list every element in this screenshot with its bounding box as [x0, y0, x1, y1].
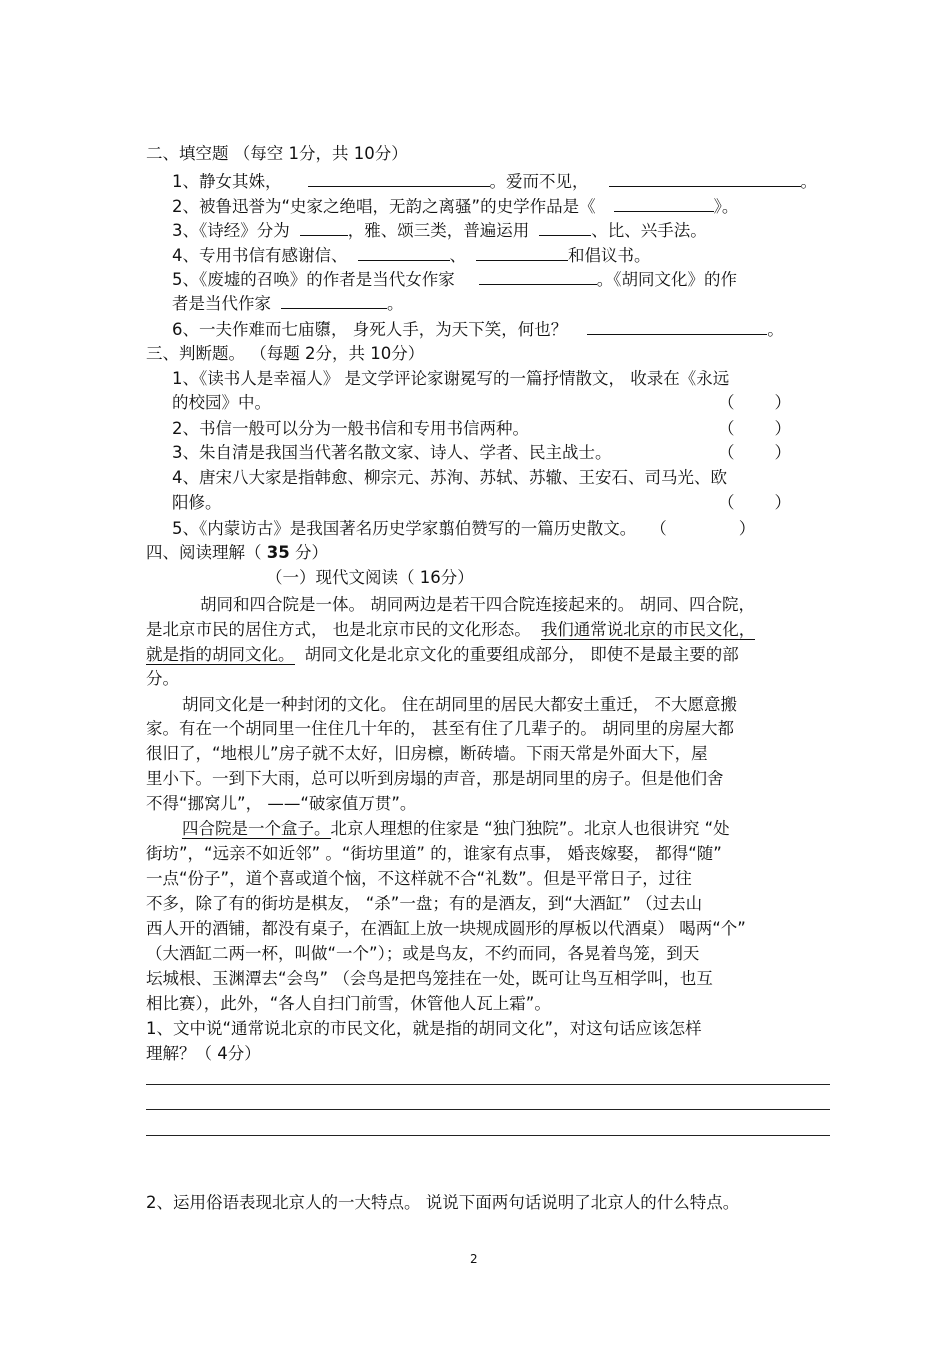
answer-paren-3[interactable]	[718, 442, 791, 464]
section-3-title: 三、判断题。 （每题 2分，共 10分）	[146, 344, 425, 363]
answer-blank[interactable]	[476, 244, 568, 261]
question-text: 5、《废墟的召唤》的作者是当代女作家	[172, 270, 455, 289]
passage-line	[146, 619, 755, 641]
section-4-title-text: 四、阅读理解（	[146, 543, 267, 562]
passage-text: 胡同文化是北京文化的重要组成部分， 即使不是最主要的部	[304, 645, 739, 664]
passage-line: 街坊”，“远亲不如近邻” 。“街坊里道” 的，谁家有点事， 婚丧嫁娶， 都得“随”	[146, 844, 722, 863]
answer-line[interactable]	[146, 1135, 830, 1136]
fill-question-4	[172, 244, 651, 267]
question-text: 2、被鲁迅誉为“史家之绝唱，无韵之离骚”的史学作品是《	[172, 197, 596, 216]
passage-line: 西人开的酒铺，都没有桌子，在酒缸上放一块规成圆形的厚板以代酒桌） 喝两“个”	[146, 919, 746, 938]
question-text: 、比、兴手法。	[591, 221, 707, 240]
fill-question-5	[172, 268, 737, 291]
answer-blank[interactable]	[479, 268, 597, 285]
paren-close: ）	[774, 419, 791, 438]
question-text: 4、专用书信有感谢信、	[172, 246, 348, 265]
section-4-title	[146, 542, 328, 564]
question-text: 。《胡同文化》的作	[596, 270, 737, 289]
subsection-title: （一）现代文阅读（ 16分）	[266, 568, 474, 587]
question-text: 》。	[713, 197, 739, 216]
question-text: 1、静女其姝，	[172, 172, 282, 191]
passage-line: 家。有在一个胡同里一住住几十年的， 甚至有住了几辈子的。 胡同里的房屋大都	[146, 719, 734, 738]
reading-question-1: 1、文中说“通常说北京的市民文化，就是指的胡同文化”，对这句话应该怎样	[146, 1019, 702, 1038]
paren-open: （	[718, 443, 735, 462]
question-text: 、	[449, 246, 466, 265]
answer-blank[interactable]	[281, 292, 387, 309]
question-text: 。	[767, 320, 784, 339]
answer-paren-4[interactable]	[718, 492, 791, 514]
paren-close: ）	[774, 493, 791, 512]
section-2-title: 二、填空题 （每空 1分，共 10分）	[146, 144, 408, 163]
passage-line: 不得“挪窝儿”， ——“破家值万贯”。	[146, 794, 417, 813]
question-text: ，雅、颂三类，普遍运用	[347, 221, 530, 240]
passage-text: 北京人理想的住家是 “独门独院”。北京人也很讲究 “处	[330, 819, 730, 838]
answer-blank[interactable]	[358, 244, 450, 261]
answer-blank[interactable]	[308, 170, 490, 187]
section-4-title-text: 分）	[289, 543, 328, 562]
answer-blank[interactable]	[300, 219, 348, 236]
answer-paren-2[interactable]	[718, 418, 791, 440]
question-text: 3、《诗经》分为	[172, 221, 290, 240]
question-text: 者是当代作家	[172, 294, 271, 313]
question-text: 。	[800, 172, 817, 191]
paren-open[interactable]: （	[650, 519, 667, 538]
paren-close: ）	[774, 393, 791, 412]
section-4-points: 35	[266, 543, 290, 562]
fill-question-5-cont	[172, 292, 404, 315]
paren-open: （	[718, 393, 735, 412]
passage-line: 胡同文化是一种封闭的文化。 住在胡同里的居民大都安土重迁， 不大愿意搬	[182, 695, 737, 714]
underlined-sentence: 就是指的胡同文化。	[146, 645, 295, 664]
passage-line: 不多，除了有的街坊是棋友， “杀”一盘；有的是酒友，到“大酒缸” （过去山	[146, 894, 703, 913]
judge-question-4-cont: 阳修。	[172, 493, 222, 512]
page-number: 2	[470, 1252, 478, 1266]
answer-blank[interactable]	[587, 318, 767, 335]
answer-blank[interactable]	[539, 219, 591, 236]
fill-question-6	[172, 318, 784, 341]
reading-question-1-cont: 理解？（ 4分）	[146, 1044, 261, 1063]
answer-line[interactable]	[146, 1109, 830, 1110]
passage-line: 胡同和四合院是一体。 胡同两边是若干四合院连接起来的。 胡同、四合院，	[200, 595, 755, 614]
underlined-sentence: 四合院是一个盒子。	[182, 819, 331, 838]
question-text: 5、《内蒙访古》是我国著名历史学家翦伯赞写的一篇历史散文。	[172, 519, 637, 538]
question-text: 。爱而不见，	[489, 172, 589, 191]
fill-question-1	[172, 170, 817, 193]
judge-question-2: 2、书信一般可以分为一般书信和专用书信两种。	[172, 419, 529, 438]
passage-line: 相比赛），此外，“各人自扫门前雪，休管他人瓦上霜”。	[146, 994, 551, 1013]
judge-question-4: 4、唐宋八大家是指韩愈、柳宗元、苏洵、苏轼、苏辙、王安石、司马光、欧	[172, 468, 727, 487]
answer-paren-1[interactable]	[718, 392, 791, 414]
answer-line[interactable]	[146, 1084, 830, 1085]
judge-question-1-cont: 的校园》中。	[172, 393, 271, 412]
fill-question-2	[172, 195, 738, 218]
passage-line: 里小下。一到下大雨，总可以听到房塌的声音，那是胡同里的房子。但是他们舍	[146, 769, 724, 788]
judge-question-3: 3、朱自清是我国当代著名散文家、诗人、学者、民主战士。	[172, 443, 612, 462]
passage-line: （大酒缸二两一杯，叫做“一个”）；或是鸟友，不约而同，各晃着鸟笼，到天	[146, 944, 700, 963]
passage-line: 分。	[146, 669, 179, 688]
underlined-sentence: 我们通常说北京的市民文化，	[540, 620, 756, 639]
reading-question-2: 2、运用俗语表现北京人的一大特点。 说说下面两句话说明了北京人的什么特点。	[146, 1193, 740, 1212]
question-text: 6、一夫作难而七庙隳， 身死人手，为天下笑，何也？	[172, 320, 568, 339]
judge-question-1: 1、《读书人是幸福人》 是文学评论家谢冕写的一篇抒情散文， 收录在《永远	[172, 369, 730, 388]
passage-line: 很旧了，“地根儿”房子就不太好，旧房檩，断砖墙。下雨天常是外面大下，屋	[146, 744, 708, 763]
passage-line	[146, 644, 739, 666]
answer-blank[interactable]	[614, 195, 714, 212]
answer-blank[interactable]	[609, 170, 801, 187]
passage-line: 坛城根、玉渊潭去“会鸟” （会鸟是把鸟笼挂在一处，既可让鸟互相学叫，也互	[146, 969, 713, 988]
question-text: 。	[387, 294, 404, 313]
paren-close: ）	[774, 443, 791, 462]
fill-question-3	[172, 219, 707, 242]
passage-line	[182, 818, 730, 840]
passage-line: 一点“份子”，道个喜或道个恼，不这样就不合“礼数”。但是平常日子，过往	[146, 869, 692, 888]
judge-question-5	[172, 518, 755, 540]
paren-open: （	[718, 493, 735, 512]
passage-text: 是北京市民的居住方式， 也是北京市民的文化形态。	[146, 620, 531, 639]
paren-close[interactable]: ）	[738, 519, 756, 538]
question-text: 和倡议书。	[568, 246, 651, 265]
paren-open: （	[718, 419, 735, 438]
